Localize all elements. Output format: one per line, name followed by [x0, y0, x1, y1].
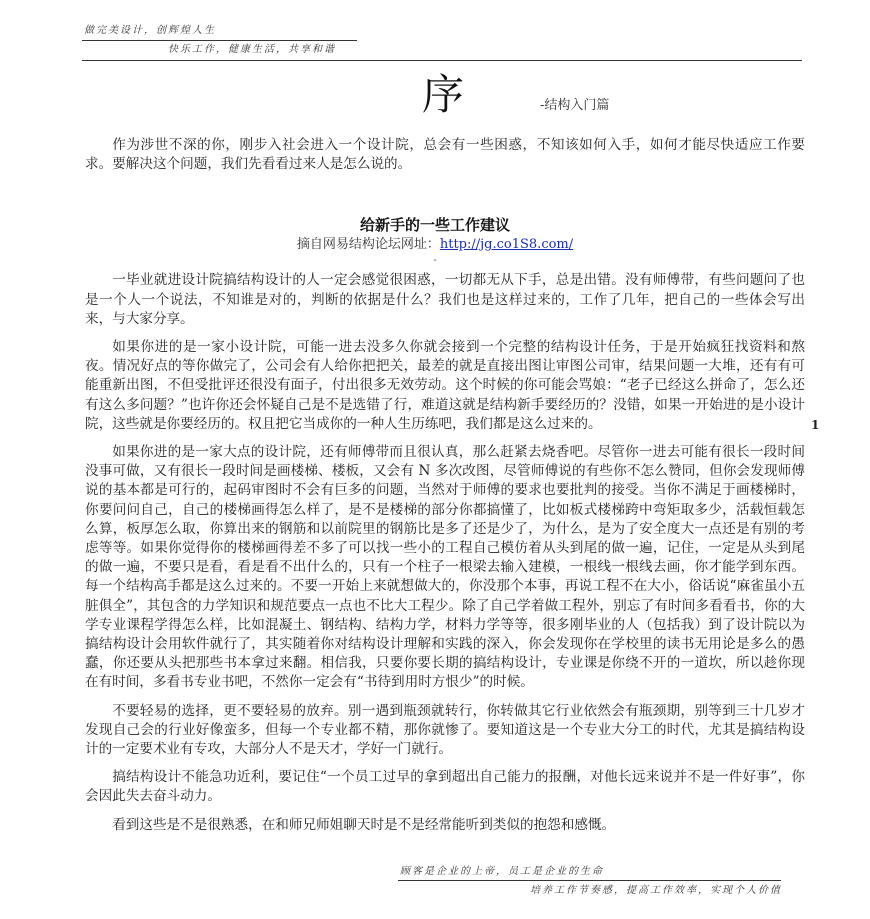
title-row [0, 70, 870, 126]
intro-text: 作为涉世不深的你，刚步入社会进入一个设计院，总会有一些困惑，不知该如何入手，如何才能尽快适应工作要求。要解决这个问题，我们先看看过来人是怎么说的。 [85, 137, 805, 173]
page-subtitle: -结构入门篇 [540, 98, 610, 113]
article-body [85, 271, 805, 834]
header-slogan-2: 快乐工作，健康生活，共享和谐 [168, 44, 336, 55]
paragraph-wrapper [85, 443, 805, 693]
source-link[interactable]: http://jg.co1S8.com/ [439, 237, 574, 253]
separator: - [433, 255, 437, 267]
paragraph: 如果你进的是一家小设计院，可能一进去没多久你就会接到一个完整的结构设计任务，于是开始疯狂找资料和熬夜。情况好点的等你做完了，公司会有人给你把把关，最差的就是直接出图让审图公司审，结果问题一大堆，还有有可能重新出图，不但受批评还很没有面子，付出很多无效劳动。这个时候的你可能会骂娘：“老子已经这么拼命了，怎么还有这么多问题？”也许你还会怀疑自己是不是选错了行，难道这就是结构新手要经历的？没错，如果一开始进的是小设计院，这些就是你要经历的。权且把它当成你的一种人生历练吧，我们都是这么过来的。 [85, 339, 805, 432]
paragraph: 看到这些是不是很熟悉，在和师兄师姐聊天时是不是经常能听到类似的抱怨和感慨。 [112, 816, 616, 833]
source-label: 摘自网易结构论坛网址： [296, 237, 440, 253]
footer-rule [398, 880, 781, 881]
article-source [0, 236, 870, 253]
intro-paragraph [85, 136, 805, 174]
page-number: 1 [811, 418, 820, 432]
header-slogan-1: 做完美设计，创辉煌人生 [84, 25, 216, 36]
paragraph: 搞结构设计不能急功近利，要记住“一个员工过早的拿到超出自己能力的报酬，对他长远来说并不是一件好事”，你会因此失去奋斗动力。 [85, 769, 805, 805]
footer-slogan-2: 培养工作节奏感，提高工作效率，实现个人价值 [530, 884, 782, 896]
paragraph: 如果你进的是一家大点的设计院，还有师傅带而且很认真，那么赶紧去烧香吧。尽管你一进去可能有很长一段时间没事可做，又有很长一段时间是画楼梯、楼板，又会有 N 多次改图，尽管师傅说的有些你不怎么赞同，但你会发现师傅说的基本都是可行的，起码审图时不会有巨多的问题，当然对于师傅的要求也要批判的接受。当你不满足于画楼梯时，你要问问自己，自己的楼梯画得怎么样了，是不是楼梯的部分你都搞懂了，比如板式楼梯跨中弯矩取多少，活载恒载怎么算，板厚怎么取，你算出来的钢筋和以前院里的钢筋比是多了还是少了，为什么，是为了安全度大一点还是有别的考虑等等。如果你觉得你的楼梯画得差不多了可以找一些小的工程自己模仿着从头到尾的做一遍，记住，一定是从头到尾的做一遍，不要只是看，看是看不出什么的，只有一个柱子一根梁去输入建模，一根线一根线去画，你才能学到东西。每一个结构高手都是这么过来的。不要一开始上来就想做大的，你没那个本事，再说工程不在大小，俗话说“麻雀虽小五脏俱全”，其包含的力学知识和规范要点一点也不比大工程少。除了自己学着做工程外，别忘了有时间多看看书，你的大学专业课程学得怎么样，比如混凝土、钢结构、结构力学，材料力学等等，很多刚毕业的人（包括我）到了设计院以为搞结构设计会用软件就行了，其实随着你对结构设计理解和实践的深入，你会发现你在学校里的读书无用论是多么的愚蠢，你还要从头把那些书本拿过来翻。相信我，只要你要长期的搞结构设计，专业课是你绕不开的一道坎，所以趁你现在有时间，多看书专业书吧，不然你一定会有“书待到用时方恨少”的时候。 [85, 444, 805, 691]
footer-slogan-1: 顾客是企业的上帝，员工是企业的生命 [400, 865, 604, 877]
paragraph: 一毕业就进设计院搞结构设计的人一定会感觉很困惑，一切都无从下手，总是出错。没有师傅带，有些问题问了也是一个人一个说法，不知谁是对的，判断的依据是什么？我们也是这样过来的，工作了几年，把自己的一些体会写出来，与大家分享。 [85, 272, 805, 327]
page-title: 序 [422, 70, 465, 119]
page-footer [0, 865, 870, 919]
paragraph: 不要轻易的选择，更不要轻易的放弃。别一遇到瓶颈就转行，你转做其它行业依然会有瓶颈期，别等到三十几岁才发现自己会的行业好像蛮多，但每一个专业都不精，那你就惨了。要知道这是一个专业大分工的时代，尤其是搞结构设计的一定要术业有专攻，大部分人不是天才，学好一门就行。 [85, 702, 805, 758]
article-heading: 给新手的一些工作建议 [359, 216, 510, 235]
